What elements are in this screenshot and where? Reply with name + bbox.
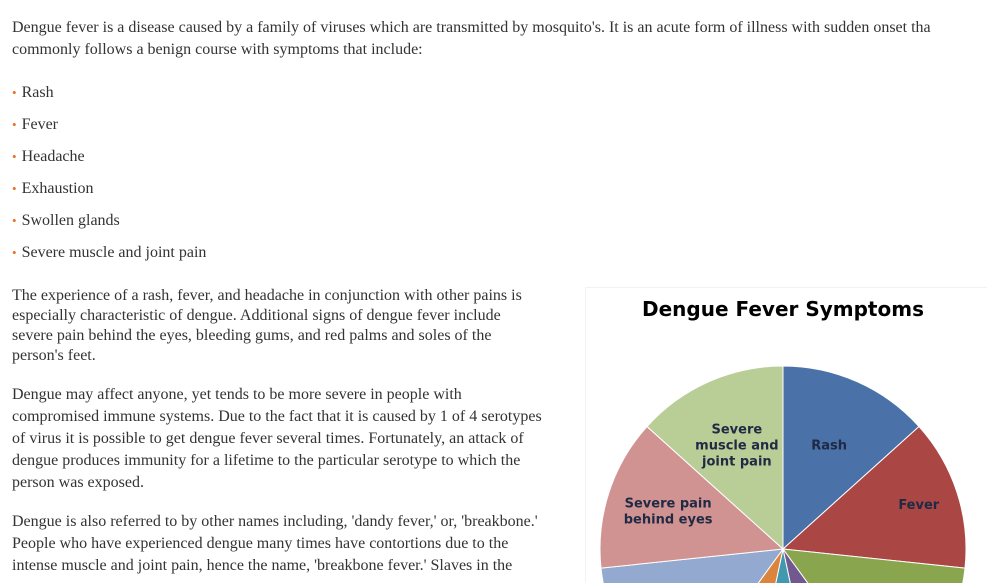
symptoms-pie-chart [585,287,987,583]
paragraph-characteristics [12,286,522,366]
intro-line: commonly follows a benign course with symptoms that include: [12,41,423,58]
paragraph-immunity [12,384,542,494]
pie-slice-label: Rash [811,438,848,454]
pie-slice-label: Severe pain behind eyes [623,496,713,528]
intro-line: Dengue fever is a disease caused by a family of viruses which are transmitted by mosquito's. It is an acute form of illness with sudden onset tha [12,19,931,36]
paragraph-names [12,511,538,577]
symptom-label: Headache [21,148,85,165]
pie-slice-label: Severe muscle and joint pain [695,422,779,470]
paragraph-line: person's feet. [12,347,96,364]
symptom-label: Exhaustion [21,180,94,197]
intro-paragraph [12,17,987,61]
paragraph-line: dengue produces immunity for a lifetime to the particular serotype to which the [12,452,521,469]
symptom-label: Rash [21,84,54,101]
list-item [12,242,206,274]
paragraph-line: Dengue may affect anyone, yet tends to be more severe in people with [12,386,462,403]
bullet-icon: • [12,149,17,164]
symptom-label: Swollen glands [21,212,120,229]
list-item [12,114,206,146]
paragraph-line: People who have experienced dengue many times have contortions due to the [12,535,509,552]
paragraph-line: intense muscle and joint pain, hence the name, 'breakbone fever.' Slaves in the [12,557,513,574]
paragraph-line: of virus it is possible to get dengue fever several times. Fortunately, an attack of [12,430,524,447]
pie-slices [600,366,966,583]
pie-chart-canvas [586,288,987,583]
paragraph-line: severe pain behind the eyes, bleeding gums, and red palms and soles of the [12,327,492,344]
bullet-icon: • [12,85,17,100]
paragraph-line: especially characteristic of dengue. Additional signs of dengue fever include [12,307,501,324]
bullet-icon: • [12,213,17,228]
symptom-label: Fever [21,116,58,133]
paragraph-line: person was exposed. [12,474,144,491]
list-item [12,178,206,210]
paragraph-line: compromised immune systems. Due to the fact that it is caused by 1 of 4 serotypes [12,408,542,425]
bullet-icon: • [12,117,17,132]
paragraph-line: Dengue is also referred to by other names including, 'dandy fever,' or, 'breakbone.' [12,513,538,530]
paragraph-line: The experience of a rash, fever, and headache in conjunction with other pains is [12,287,522,304]
pie-slice-label: Fever [898,497,940,513]
list-item [12,210,206,242]
bullet-icon: • [12,181,17,196]
symptom-label: Severe muscle and joint pain [21,244,207,261]
chart-title: Dengue Fever Symptoms [642,297,924,321]
list-item [12,82,206,114]
bullet-icon: • [12,245,17,260]
symptom-list [12,82,206,274]
list-item [12,146,206,178]
